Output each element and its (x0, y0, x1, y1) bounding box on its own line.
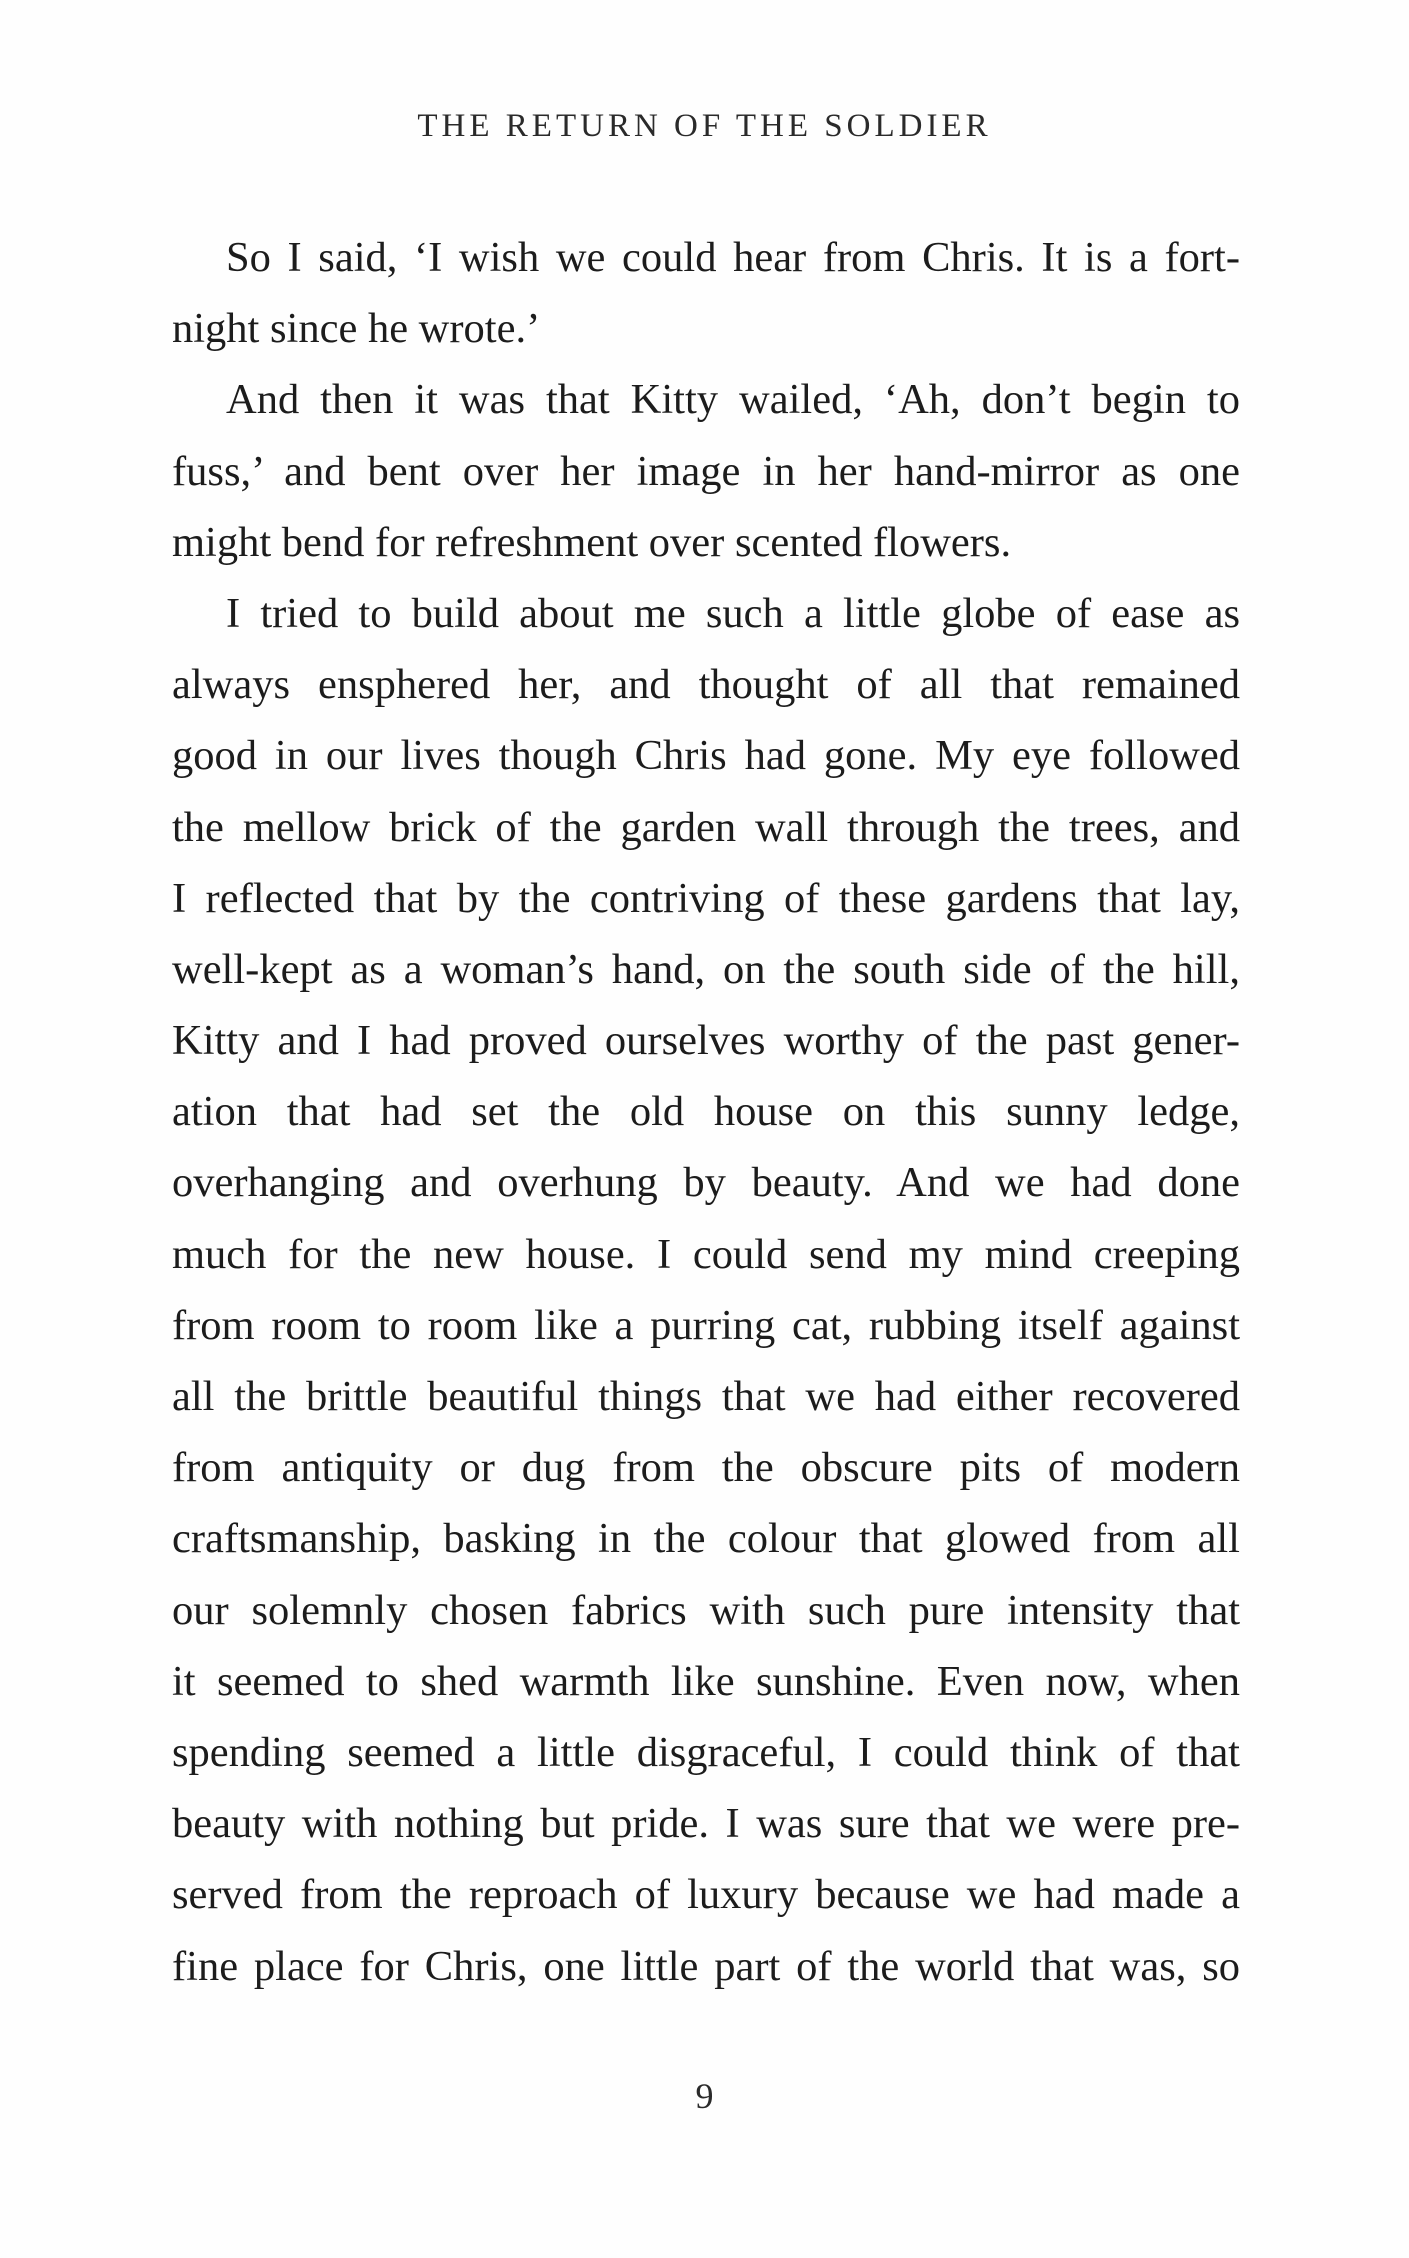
page-number: 9 (695, 2076, 714, 2116)
text-line: might bend for refreshment over scented flowers. (172, 518, 1012, 566)
text-line: the mellow brick of the garden wall through the trees, and (172, 803, 1240, 851)
text-line: spending seemed a little disgraceful, I could think of that (172, 1728, 1240, 1776)
text-line: fine place for Chris, one little part of the world that was, so (172, 1942, 1240, 1990)
text-line: from antiquity or dug from the obscure pits of modern (172, 1444, 1240, 1492)
text-line: all the brittle beautiful things that we had either recovered (172, 1373, 1240, 1420)
running-head: THE RETURN OF THE SOLDIER (417, 108, 992, 144)
text-line: much for the new house. I could send my mind creeping (172, 1230, 1240, 1278)
text-line: I tried to build about me such a little globe of ease as (226, 589, 1240, 637)
text-line: from room to room like a purring cat, rubbing itself against (172, 1301, 1240, 1349)
text-line: Kitty and I had proved ourselves worthy of the past gener- (172, 1017, 1240, 1065)
text-line: it seemed to shed warmth like sunshine. Even now, when (172, 1657, 1240, 1705)
body-text (172, 222, 1240, 2002)
text-line: night since he wrote.’ (172, 305, 541, 353)
text-line: our solemnly chosen fabrics with such pure intensity that (172, 1586, 1240, 1634)
text-line: well-kept as a woman’s hand, on the south side of the hill, (172, 945, 1240, 993)
text-line: served from the reproach of luxury because we had made a (172, 1871, 1240, 1919)
text-line: overhanging and overhung by beauty. And we had done (172, 1159, 1240, 1207)
text-line: always ensphered her, and thought of all that remained (172, 661, 1240, 709)
text-line: fuss,’ and bent over her image in her hand-mirror as one (172, 447, 1240, 495)
text-line: So I said, ‘I wish we could hear from Chris. It is a fort- (226, 234, 1240, 281)
text-line: good in our lives though Chris had gone. My eye followed (172, 732, 1240, 780)
text-line: ation that had set the old house on this sunny ledge, (172, 1088, 1240, 1136)
text-line: I reflected that by the contriving of these gardens that lay, (172, 874, 1240, 922)
text-line: And then it was that Kitty wailed, ‘Ah, don’t begin to (226, 376, 1240, 424)
text-line: craftsmanship, basking in the colour that glowed from all (172, 1515, 1240, 1563)
text-line: beauty with nothing but pride. I was sure that we were pre- (172, 1800, 1240, 1848)
